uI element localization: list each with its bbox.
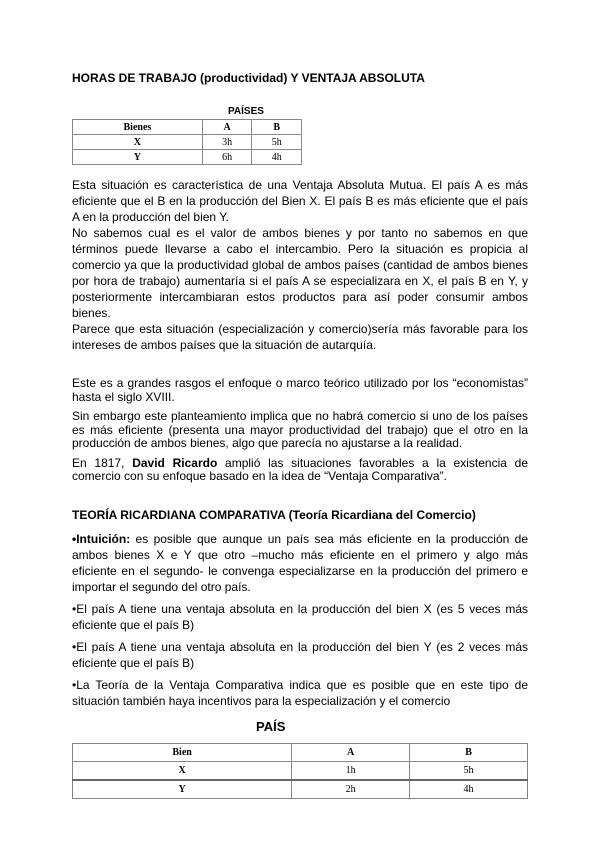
table2-cell: X [73,762,292,781]
table1-cell: 5h [252,135,302,150]
table1 [72,119,302,165]
heading-teoria-ricardiana: TEORÍA RICARDIANA COMPARATIVA (Teoría Ricardiana del Comercio) [72,508,476,522]
table2-cell: 1h [292,762,410,781]
table2-cell: 5h [410,762,528,781]
table1-cell: 6h [202,150,252,165]
paragraph: No sabemos cual es el valor de ambos bienes y por tanto no sabemos en que términos puede llevarse a cabo el intercambio. Pero la situación es propicia al comercio ya que la productividad global de ambos países (cantidad de ambos bienes por hora de trabajo) aumentaría si el país A se especializara en X, el país B en Y, y posteriormente intercambiaran estos productos para así poder consumir ambos bienes. [72,226,528,320]
table1-cell: X [73,135,203,150]
paragraph-intuicion [72,531,528,595]
intuicion-label: •Intuición: [72,532,131,546]
bullet: •La Teoría de la Ventaja Comparativa indica que es posible que en este tipo de situación también haya incentivos para la especialización y el comercio [72,678,528,708]
table1-header: Bienes [73,120,203,135]
text: En 1817, [72,455,133,470]
text: es posible que aunque un país sea más eficiente en la producción de ambos bienes X e Y que otro –mucho más eficiente en el primero y algo más eficiente en el segundo- le convenga especializarse en la producción del primero e importar el segundo del otro país. [72,532,528,594]
table1-cell: Y [73,150,203,165]
paragraph: Parece que esta situación (especialización y comercio)sería más favorable para los intereses de ambos países que la situación de autarquía. [72,322,528,352]
paragraph: Esta situación es característica de una Ventaja Absoluta Mutua. El país A es más eficiente que el B en la producción del Bien X. El país B es más eficiente que el país A en la producción del bien Y. [72,178,528,224]
ricardo-name: David Ricardo [132,455,218,470]
paragraph-block-1 [72,177,528,353]
table2-cell: 4h [410,780,528,799]
table1-header: B [252,120,302,135]
paragraph-block-2 [72,377,528,484]
table2 [72,743,528,799]
paragraph-block-3 [72,531,528,709]
heading-horas-trabajo: HORAS DE TRABAJO (productividad) Y VENTAJA ABSOLUTA [72,71,425,85]
paragraph: Sin embargo este planteamiento implica que no habrá comercio si uno de los países es más eficiente (presenta una mayor productividad del trabajo) que el otro en la producción de ambos bienes, algo que parecía no ajustarse a la realidad. [72,409,528,450]
bullet: •El país A tiene una ventaja absoluta en la producción del bien Y (es 2 veces más eficiente que el país B) [72,640,528,670]
table1-title: PAÍSES [228,106,264,117]
table2-title: PAÍS [256,719,286,734]
paragraph-ricardo [72,457,528,484]
table2-cell: 2h [292,780,410,799]
bullet: •El país A tiene una ventaja absoluta en la producción del bien X (es 5 veces más eficiente que el país B) [72,602,528,632]
table2-header: B [410,744,528,762]
table2-cell: Y [73,780,292,799]
table1-header: A [202,120,252,135]
table1-cell: 4h [252,150,302,165]
table2-header: A [292,744,410,762]
table1-cell: 3h [202,135,252,150]
text: amplió las situaciones favorables a la existencia de comercio con su enfoque basado en la idea de “Ventaja Comparativa”. [72,455,528,483]
table2-header: Bien [73,744,292,762]
paragraph: Este es a grandes rasgos el enfoque o marco teórico utilizado por los “economistas” hasta el siglo XVIII. [72,376,528,404]
